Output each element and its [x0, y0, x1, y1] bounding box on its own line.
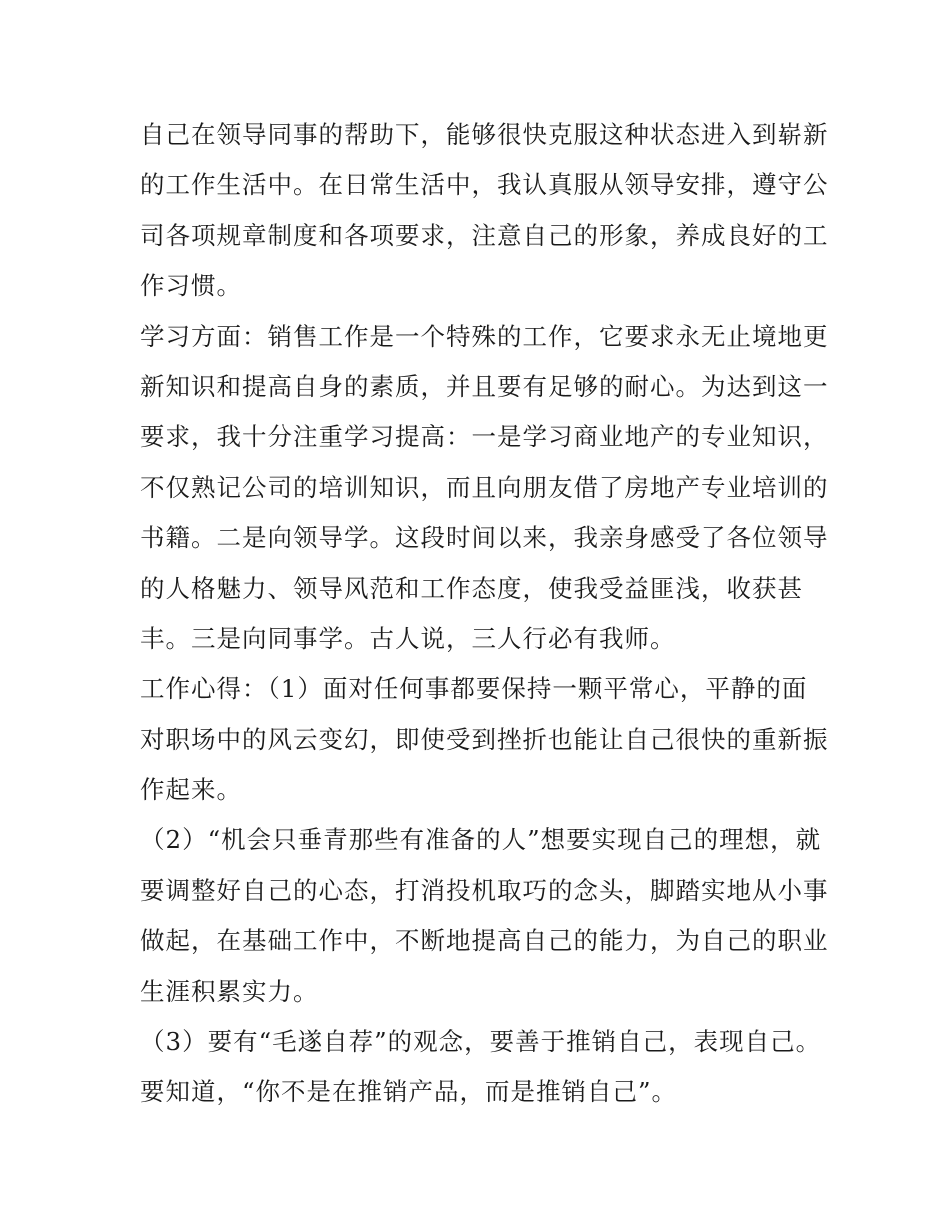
text-line: 书籍。二是向领导学。这段时间以来，我亲身感受了各位领导 — [140, 523, 829, 553]
text-line: （3）要有“毛遂自荐”的观念，要善于推销自己，表现自己。 — [140, 1027, 822, 1057]
text-line: 工作心得：（1）面对任何事都要保持一颗平常心，平静的面 — [140, 674, 808, 704]
text-line: （2）“机会只垂青那些有准备的人”想要实现自己的理想，就 — [140, 825, 822, 855]
text-line: 要调整好自己的心态，打消投机取巧的念头，脚踏实地从小事 — [140, 875, 829, 905]
text-line: 生涯积累实力。 — [140, 976, 319, 1006]
text-line: 作起来。 — [140, 775, 242, 805]
text-line: 对职场中的风云变幻，即使受到挫折也能让自己很快的重新振 — [140, 724, 829, 754]
text-line: 新知识和提高自身的素质，并且要有足够的耐心。为达到这一 — [140, 371, 829, 401]
text-line: 自己在领导同事的帮助下，能够很快克服这种状态进入到崭新 — [140, 120, 829, 149]
text-line: 学习方面：销售工作是一个特殊的工作，它要求永无止境地更 — [140, 321, 829, 351]
text-line: 作习惯。 — [140, 271, 242, 301]
text-line: 的工作生活中。在日常生活中，我认真服从领导安排，遵守公 — [140, 170, 829, 200]
text-line: 不仅熟记公司的培训知识，而且向朋友借了房地产专业培训的 — [140, 472, 829, 502]
text-line: 丰。三是向同事学。古人说，三人行必有我师。 — [140, 623, 676, 653]
text-line: 要求，我十分注重学习提高：一是学习商业地产的专业知识， — [140, 422, 829, 452]
text-line: 要知道，“你不是在推销产品，而是推销自己”。 — [140, 1077, 678, 1107]
document-body — [140, 110, 829, 1118]
text-line: 的人格魅力、领导风范和工作态度，使我受益匪浅，收获甚 — [140, 573, 803, 603]
text-line: 做起，在基础工作中，不断地提高自己的能力，为自己的职业 — [140, 926, 829, 956]
text-line: 司各项规章制度和各项要求，注意自己的形象，养成良好的工 — [140, 220, 829, 250]
